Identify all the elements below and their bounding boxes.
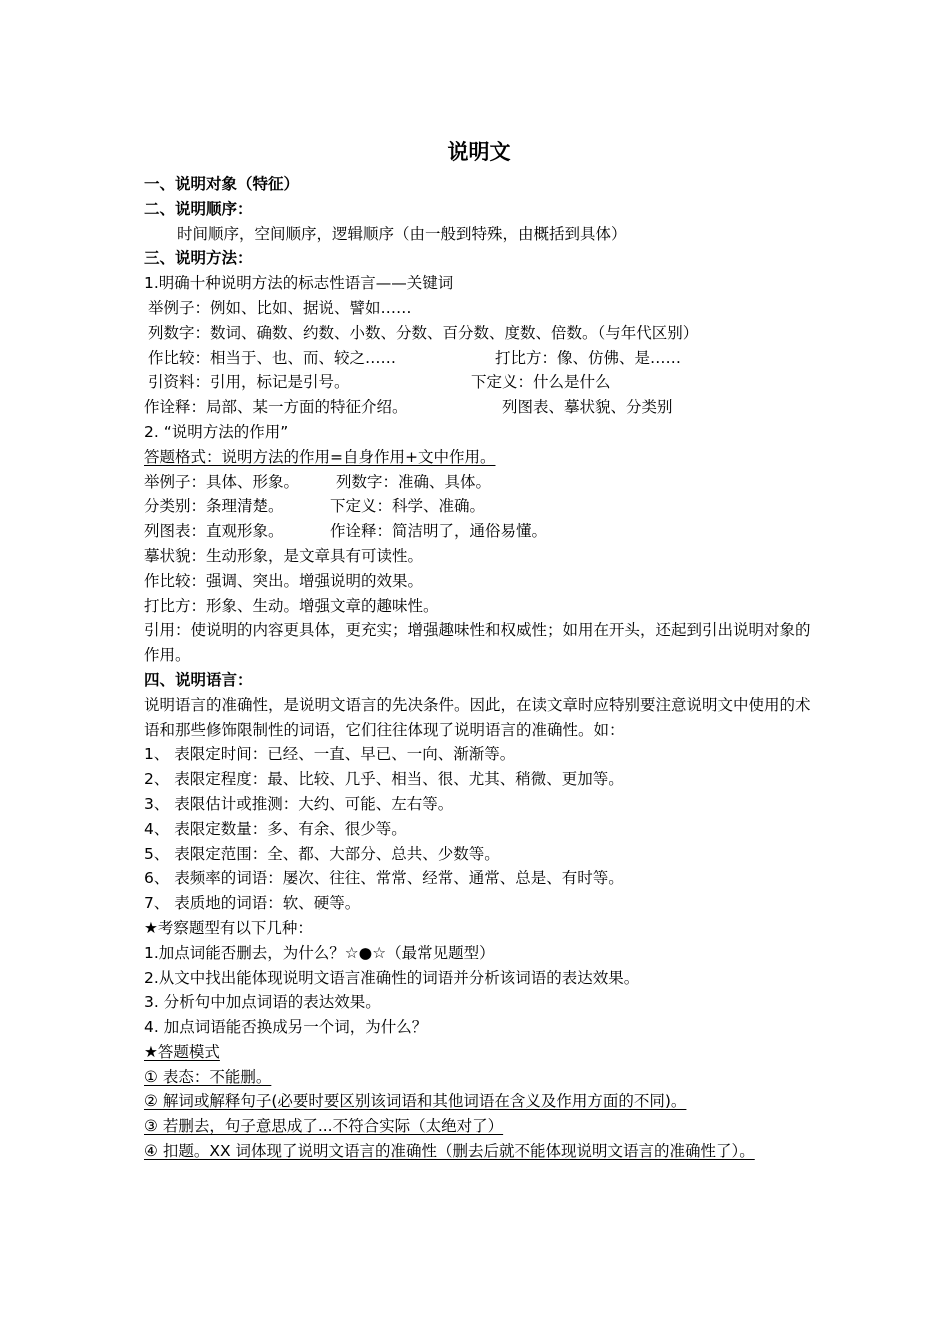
language-item: 5、 表限定范围：全、都、大部分、总共、少数等。 [144,844,500,863]
answer-item: ① 表态：不能删。 [144,1067,272,1086]
method-explain: 作诠释：局部、某一方面的特征介绍。 [144,398,408,417]
methods-intro: 1.明确十种说明方法的标志性语言——关键词 [144,274,454,293]
function-quote: 引用：使说明的内容更具体，更充实；增强趣味性和权威性；如用在开头，还起到引出说明对象的作用。 [144,621,811,665]
function-intro: 2. “说明方法的作用” [144,422,289,441]
function-classify: 分类别：条理清楚。 [144,497,284,516]
method-numbers: 列数字：数词、确数、约数、小数、分数、百分数、度数、倍数。（与年代区别） [148,323,699,342]
method-others: 列图表、摹状貌、分类别 [502,398,673,417]
function-example: 举例子：具体、形象。 [144,472,300,491]
order-text: 时间顺序，空间顺序，逻辑顺序（由一般到特殊，由概括到具体） [177,224,627,243]
function-row-3 [144,519,814,544]
answer-item: ③ 若删去，句子意思成了...不符合实际（太绝对了） [144,1117,504,1136]
method-example: 举例子：例如、比如、据说、譬如…… [148,298,412,317]
answer-format: 答题格式：说明方法的作用=自身作用+文中作用。 [144,447,496,466]
method-row-compare [144,346,814,371]
section-heading-order: 二、说明顺序： [144,199,253,218]
language-item: 2、 表限定程度：最、比较、几乎、相当、很、尤其、稍微、更加等。 [144,770,624,789]
function-row-1 [144,470,814,495]
method-compare: 作比较：相当于、也、而、较之…… [148,348,397,367]
document-page [144,134,814,1164]
language-intro: 说明语言的准确性，是说明文语言的先决条件。因此，在读文章时应特别要注意说明文中使用的术语和那些修饰限制性的词语，它们往往体现了说明语言的准确性。如： [144,695,811,739]
method-metaphor: 打比方：像、仿佛、是…… [495,348,682,367]
page-title: 说明文 [447,140,511,164]
method-row-quote [144,370,814,395]
answer-item: ④ 扣题。XX 词体现了说明文语言的准确性（删去后就不能体现说明文语言的准确性了）。 [144,1142,755,1161]
function-numbers: 列数字：准确、具体。 [336,472,492,491]
section-heading-language: 四、说明语言： [144,670,253,689]
function-row-2 [144,494,814,519]
function-explain: 作诠释：简洁明了，通俗易懂。 [330,522,548,541]
function-describe: 摹状貌：生动形象，是文章具有可读性。 [144,546,424,565]
language-item: 7、 表质地的词语：软、硬等。 [144,894,361,913]
language-item: 3、 表限估计或推测：大约、可能、左右等。 [144,794,454,813]
question-item: 1.加点词能否删去，为什么？☆●☆（最常见题型） [144,943,495,962]
method-definition: 下定义：什么是什么 [471,373,611,392]
question-item: 3. 分析句中加点词语的表达效果。 [144,993,381,1012]
language-item: 6、 表频率的词语：屡次、往往、常常、经常、通常、总是、有时等。 [144,869,624,888]
answer-mode-title: ★答题模式 [144,1042,220,1061]
function-compare: 作比较：强调、突出。增强说明的效果。 [144,571,424,590]
function-chart: 列图表：直观形象。 [144,522,284,541]
section-heading-object: 一、说明对象（特征） [144,175,300,193]
question-item: 4. 加点词语能否换成另一个词，为什么？ [144,1018,428,1037]
language-item: 1、 表限定时间：已经、一直、早已、一向、渐渐等。 [144,745,516,764]
method-row-explain [144,395,814,420]
method-quote: 引资料：引用，标记是引号。 [148,373,350,392]
function-metaphor: 打比方：形象、生动。增强文章的趣味性。 [144,596,439,615]
section-heading-methods: 三、说明方法： [144,249,253,268]
language-item: 4、 表限定数量：多、有余、很少等。 [144,819,407,838]
question-types-title: ★考察题型有以下几种： [144,918,313,937]
answer-item: ② 解词或解释句子(必要时要区别该词语和其他词语在含义及作用方面的不同)。 [144,1092,687,1111]
question-item: 2.从文中找出能体现说明文语言准确性的词语并分析该词语的表达效果。 [144,968,640,987]
function-definition: 下定义：科学、准确。 [330,497,486,516]
